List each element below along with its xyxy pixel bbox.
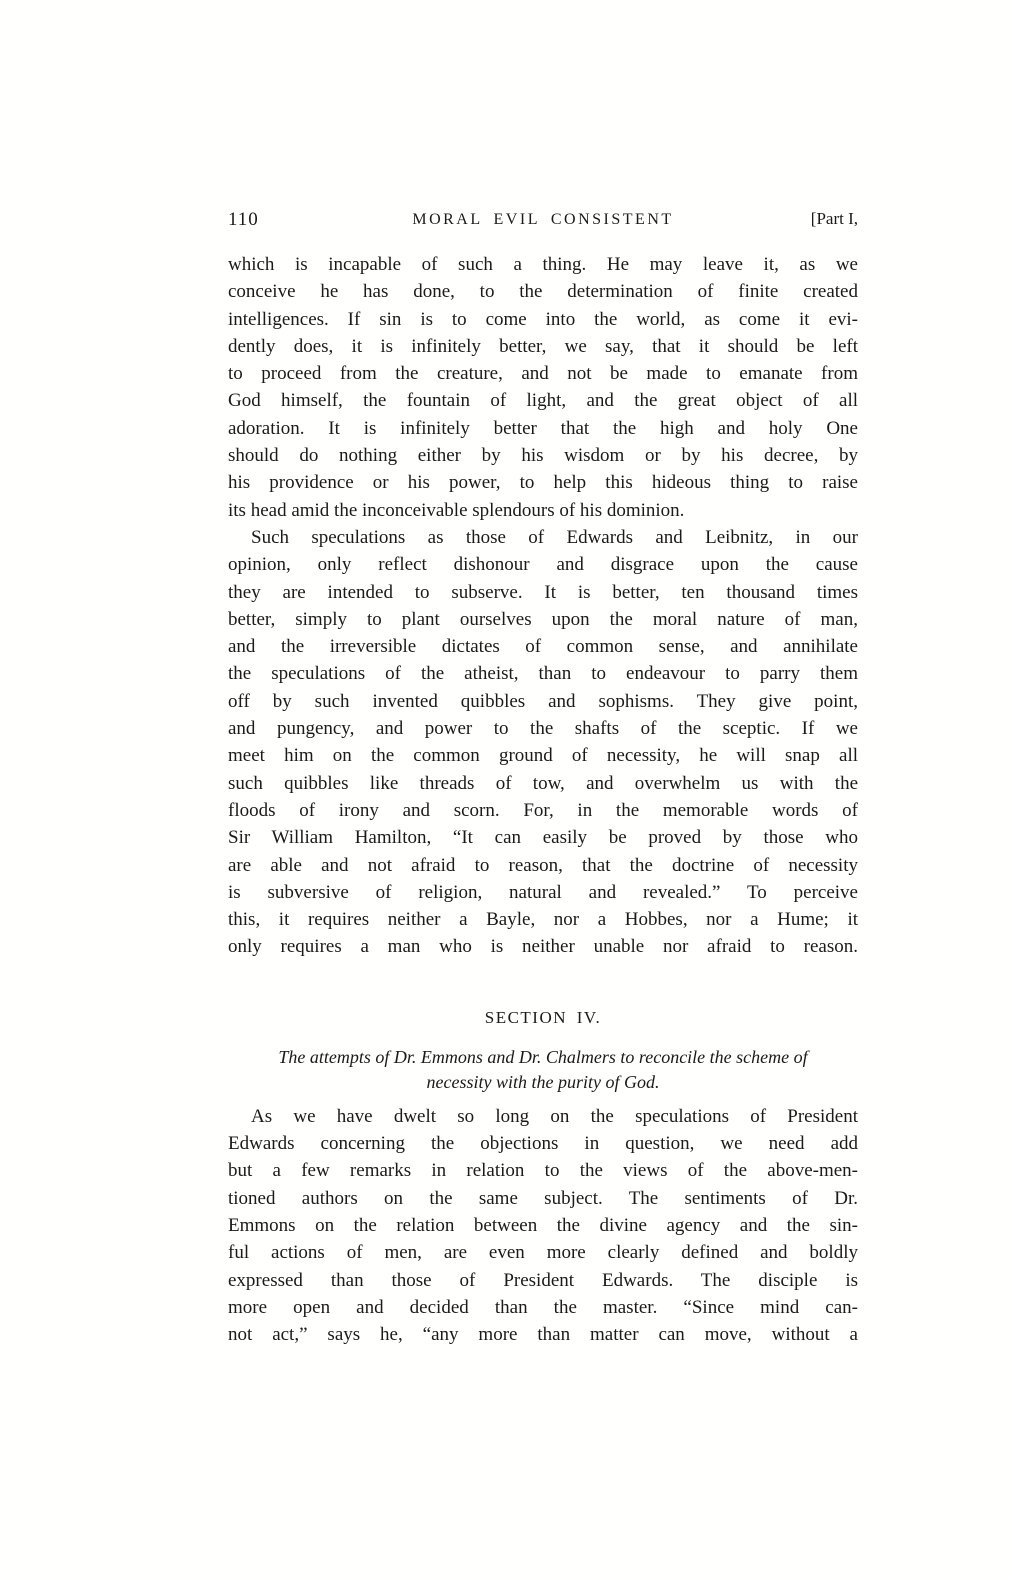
page-number: 110 — [228, 209, 259, 230]
paragraph-emmons — [228, 1103, 858, 1349]
paragraph-speculations — [228, 524, 858, 961]
text-line: the speculations of the atheist, than to endeavour to parry them — [228, 663, 858, 685]
paragraph-continuation — [228, 251, 858, 524]
text-line: conceive he has done, to the determination of finite created — [228, 281, 858, 303]
page-body — [228, 251, 858, 1348]
text-line: Such speculations as those of Edwards and Leibnitz, in our — [251, 526, 858, 548]
text-line: should do nothing either by his wisdom or by his decree, by — [228, 445, 858, 467]
text-line: this, it requires neither a Bayle, nor a Hobbes, nor a Hume; it — [228, 909, 858, 931]
text-line: its head amid the inconceivable splendours of his dominion. — [228, 499, 685, 521]
text-line: not act,” says he, “any more than matter can move, without a — [228, 1324, 858, 1346]
text-line: adoration. It is infinitely better that the high and holy One — [228, 417, 858, 439]
text-line: and pungency, and power to the shafts of the sceptic. If we — [228, 718, 858, 740]
text-line: floods of irony and scorn. For, in the memorable words of — [228, 799, 858, 821]
text-line: expressed than those of President Edwards. The disciple is — [228, 1269, 858, 1291]
text-line: meet him on the common ground of necessity, he will snap all — [228, 745, 858, 767]
text-line: off by such invented quibbles and sophisms. They give point, — [228, 690, 858, 712]
text-line: but a few remarks in relation to the views of the above-men- — [228, 1160, 858, 1182]
text-line: better, simply to plant ourselves upon the moral nature of man, — [228, 608, 858, 630]
text-line: which is incapable of such a thing. He may leave it, as we — [228, 254, 858, 275]
text-line: more open and decided than the master. “Since mind can- — [228, 1296, 858, 1318]
running-title: MORAL EVIL CONSISTENT — [412, 211, 674, 228]
text-line: As we have dwelt so long on the speculations of President — [251, 1105, 858, 1127]
section-heading: SECTION IV. — [484, 1007, 602, 1027]
text-line: such quibbles like threads of tow, and overwhelm us with the — [228, 772, 858, 794]
text-line: ful actions of men, are even more clearly defined and boldly — [228, 1242, 858, 1264]
part-label: [Part I, — [810, 209, 858, 228]
section-subtitle-line: necessity with the purity of God. — [426, 1071, 660, 1092]
text-line: God himself, the fountain of light, and the great object of all — [228, 390, 858, 412]
text-line: tioned authors on the same subject. The sentiments of Dr. — [228, 1187, 858, 1209]
section-subtitle — [228, 1045, 858, 1095]
text-line: opinion, only reflect dishonour and disgrace upon the cause — [228, 554, 858, 576]
text-line: only requires a man who is neither unable nor afraid to reason. — [228, 936, 858, 958]
text-line: his providence or his power, to help this hideous thing to raise — [228, 472, 858, 494]
text-line: Edwards concerning the objections in question, we need add — [228, 1133, 858, 1155]
text-line: Emmons on the relation between the divine agency and the sin- — [228, 1214, 858, 1236]
text-line: and the irreversible dictates of common sense, and annihilate — [228, 636, 858, 658]
text-line: is subversive of religion, natural and revealed.” To perceive — [228, 881, 858, 903]
section-subtitle-line: The attempts of Dr. Emmons and Dr. Chalmers to reconcile the scheme of — [278, 1046, 808, 1067]
text-line: Sir William Hamilton, “It can easily be proved by those who — [228, 827, 858, 849]
text-line: are able and not afraid to reason, that the doctrine of necessity — [228, 854, 858, 876]
text-line: they are intended to subserve. It is better, ten thousand times — [228, 581, 858, 603]
text-line: to proceed from the creature, and not be made to emanate from — [228, 363, 858, 385]
text-line: intelligences. If sin is to come into the world, as come it evi- — [228, 308, 858, 330]
text-line: dently does, it is infinitely better, we say, that it should be left — [228, 335, 858, 357]
running-head — [228, 209, 858, 233]
